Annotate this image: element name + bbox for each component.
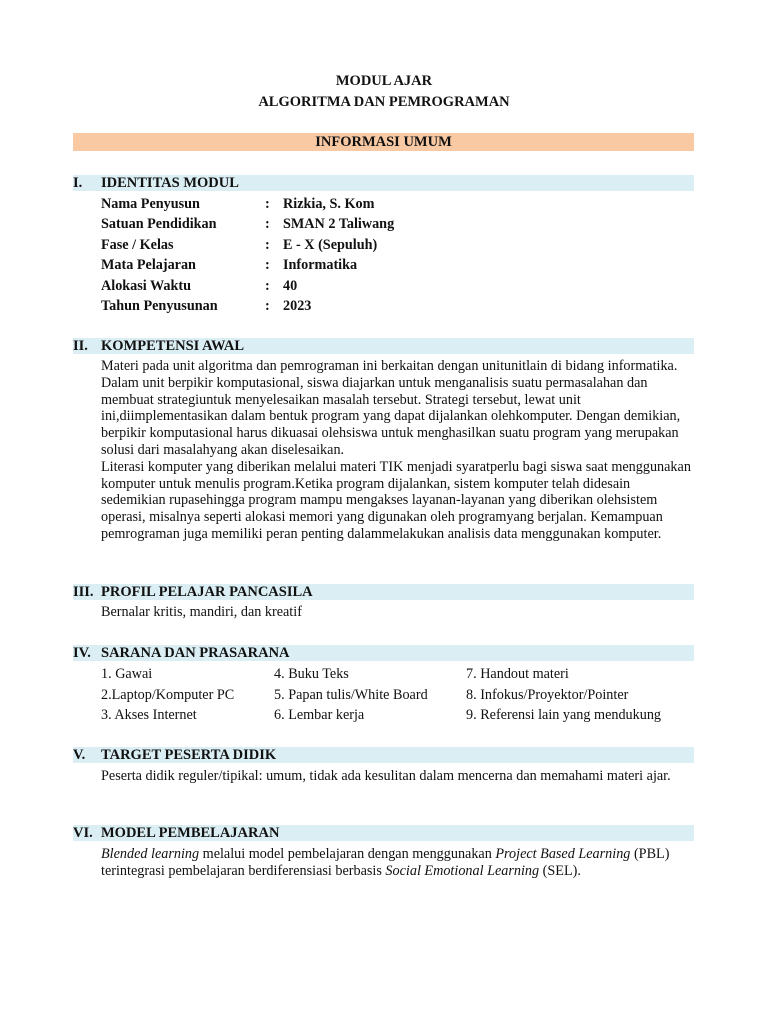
identitas-colon: : [265, 237, 270, 253]
identitas-label: Alokasi Waktu [101, 278, 192, 294]
section-title: MODEL PEMBELAJARAN [101, 825, 280, 841]
section-target-header [73, 747, 694, 763]
section-identitas-header [73, 175, 694, 191]
section-title: IDENTITAS MODUL [101, 175, 239, 191]
section-title: PROFIL PELAJAR PANCASILA [101, 584, 313, 600]
sarana-item: 2.Laptop/Komputer PC [101, 687, 235, 703]
identitas-colon: : [265, 278, 270, 294]
info-umum-bar: INFORMASI UMUM [73, 133, 694, 151]
sarana-item: 4. Buku Teks [274, 666, 349, 682]
identitas-value: SMAN 2 Taliwang [283, 216, 395, 232]
model-term-pbl: Project Based Learning [495, 846, 631, 862]
section-sarana-header [73, 645, 694, 661]
identitas-label: Tahun Penyusunan [101, 298, 218, 314]
kompetensi-paragraph: Literasi komputer yang diberikan melalui materi TIK menjadi syaratperlu bagi siswa saat menggunakan komputer untuk menulis program.Ketika program dijalankan, sistem komputer telah didesain sedemikian rupasehingga program mampu mengakses layanan-layanan yang diberikan olehsistem operasi, misalnya seperti alokasi memori yang digunakan oleh programyang berjalan. Kemampuan pemrograman juga memiliki peran penting dalammelakukan analisis data menggunakan komputer. [101, 458, 691, 542]
section-number: VI. [73, 825, 93, 841]
section-profil-header [73, 584, 694, 600]
section-title: TARGET PESERTA DIDIK [101, 747, 277, 763]
sarana-item: 6. Lembar kerja [274, 707, 365, 723]
identitas-value: 2023 [283, 298, 312, 314]
sarana-item: 1. Gawai [101, 666, 153, 682]
sarana-item: 3. Akses Internet [101, 707, 197, 723]
section-number: II. [73, 338, 88, 354]
identitas-value: Rizkia, S. Kom [283, 196, 375, 212]
module-title: MODUL AJAR [335, 73, 433, 89]
identitas-colon: : [265, 196, 270, 212]
section-title: KOMPETENSI AWAL [101, 338, 245, 354]
identitas-value: 40 [283, 278, 298, 294]
section-number: IV. [73, 645, 91, 661]
section-number: V. [73, 747, 86, 763]
model-term-sel: Social Emotional Learning [385, 862, 540, 879]
sarana-item: 7. Handout materi [466, 666, 569, 682]
identitas-label: Fase / Kelas [101, 237, 174, 253]
identitas-label: Mata Pelajaran [101, 257, 196, 273]
section-number: I. [73, 175, 83, 191]
section-model-header [73, 825, 694, 841]
identitas-label: Satuan Pendidikan [101, 216, 217, 232]
model-text [101, 846, 696, 880]
target-text: Peserta didik reguler/tipikal: umum, tidak ada kesulitan dalam mencerna dan memahami materi ajar. [101, 768, 671, 784]
sarana-item: 5. Papan tulis/White Board [274, 687, 428, 703]
kompetensi-body [101, 358, 696, 543]
module-subtitle: ALGORITMA DAN PEMROGRAMAN [258, 94, 510, 110]
model-text-part: melalui model pembelajaran dengan menggunakan [199, 846, 496, 862]
model-term-blended: Blended learning [101, 846, 200, 862]
identitas-colon: : [265, 216, 270, 232]
identitas-label: Nama Penyusun [101, 196, 200, 212]
model-text-part: (SEL). [539, 862, 581, 879]
identitas-value: E - X (Sepuluh) [283, 237, 378, 253]
section-kompetensi-header [73, 338, 694, 354]
identitas-colon: : [265, 298, 270, 314]
identitas-value: Informatika [283, 257, 358, 273]
section-title: SARANA DAN PRASARANA [101, 645, 290, 661]
sarana-item: 8. Infokus/Proyektor/Pointer [466, 687, 629, 703]
identitas-colon: : [265, 257, 270, 273]
model-text-part: (PBL) terintegrasi pembelajaran berdiferensiasi berbasis [101, 846, 670, 879]
profil-text: Bernalar kritis, mandiri, dan kreatif [101, 604, 302, 620]
section-number: III. [73, 584, 94, 600]
sarana-item: 9. Referensi lain yang mendukung [466, 707, 662, 723]
kompetensi-paragraph: Materi pada unit algoritma dan pemrograman ini berkaitan dengan unitunitlain di bidang informatika. Dalam unit berpikir komputasional, siswa diajarkan untuk menganalisis suatu permasalahan dan membuat strategiuntuk menyelesaikan masalah tersebut. Strategi tersebut, lewat unit ini,diimplementasikan dalam bentuk program yang dapat dijalankan olehkomputer. Dengan demikian, berpikir komputasional harus dikuasai olehsiswa untuk menghasilkan suatu program yang merupakan solusi dari masalahyang akan diselesaikan. [101, 358, 681, 458]
